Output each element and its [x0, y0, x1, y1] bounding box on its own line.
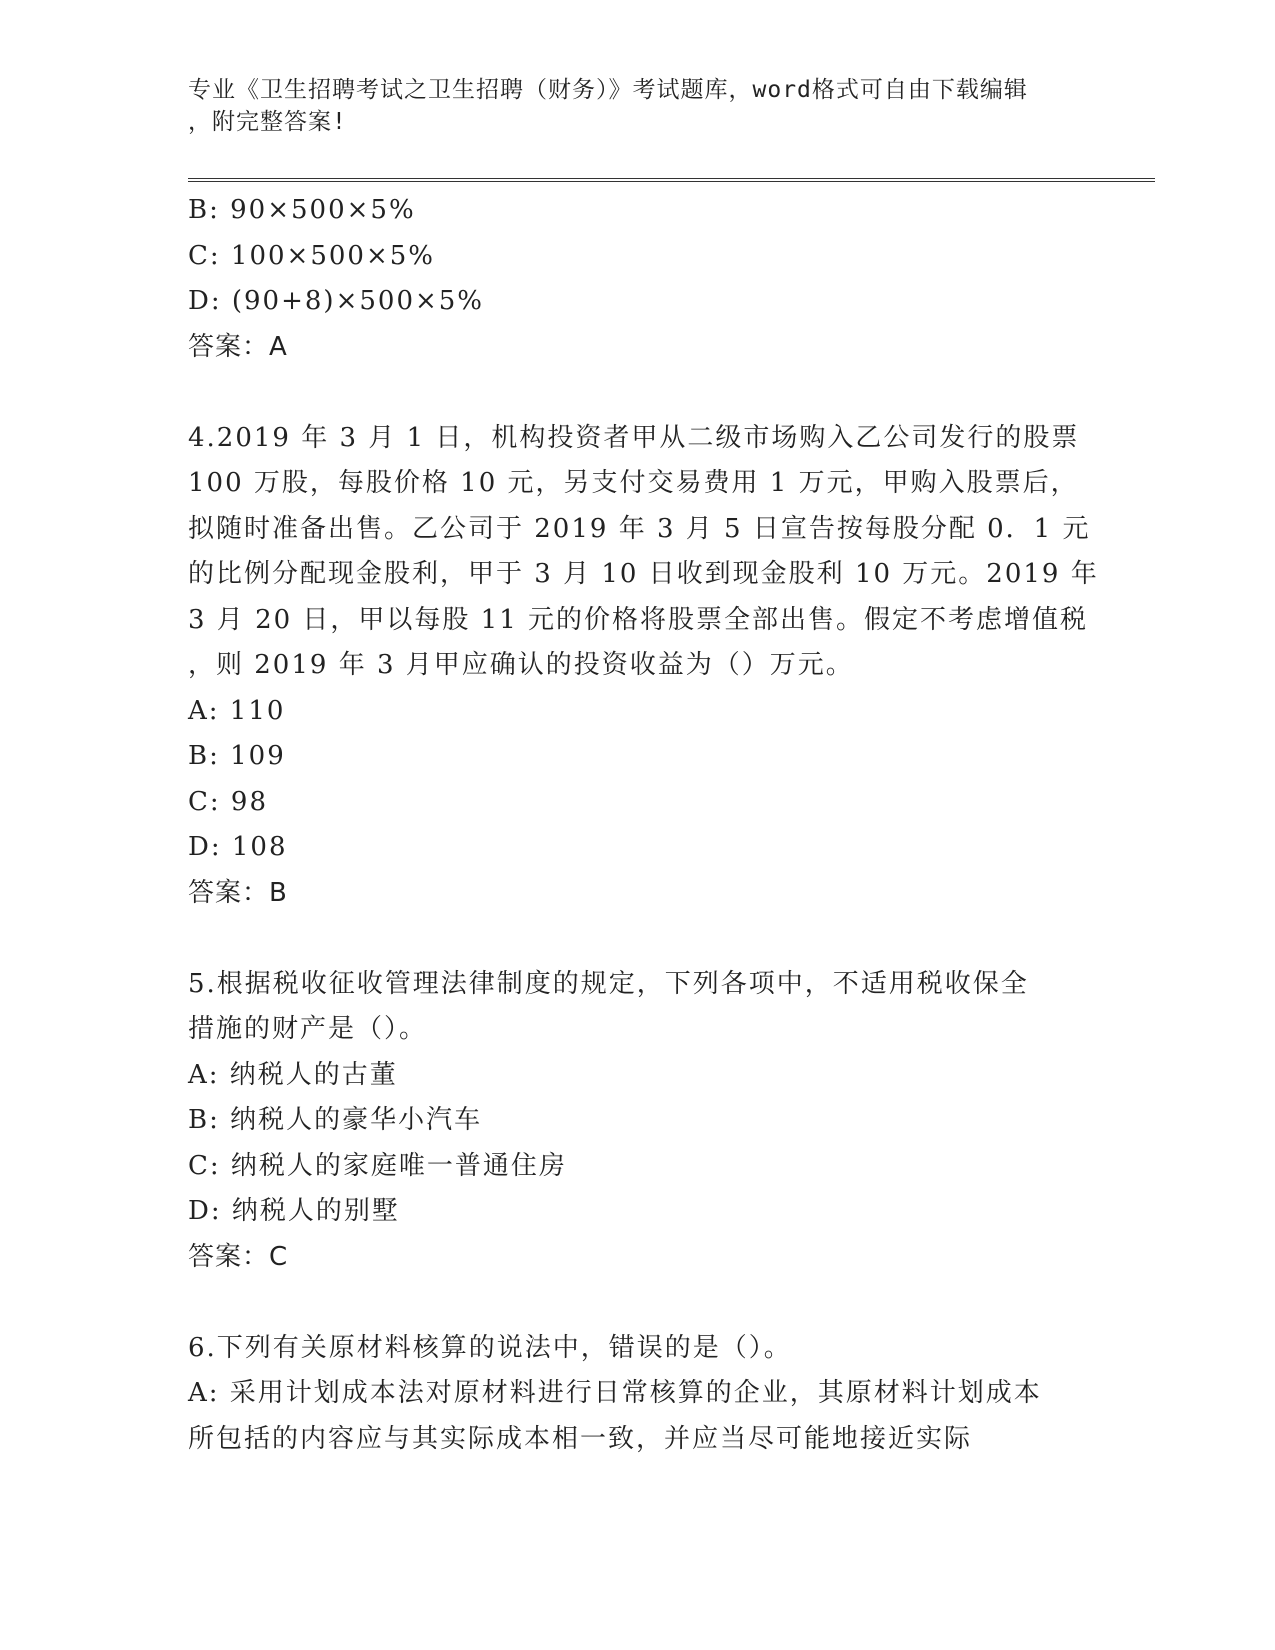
- option-a-line: 所包括的内容应与其实际成本相一致，并应当尽可能地接近实际: [188, 1423, 973, 1454]
- question-stem-line: 措施的财产是（）。: [188, 1014, 428, 1044]
- question-5: [188, 962, 1088, 1281]
- option-b: B: 90×500×5%: [188, 195, 416, 225]
- question-stem-line: 的比例分配现金股利，甲于 3 月 10 日收到现金股利 10 万元。2019 年: [188, 559, 1099, 589]
- option-c: C: 98: [188, 786, 269, 817]
- spacer: [188, 1280, 1088, 1326]
- option-a-line: A: 采用计划成本法对原材料进行日常核算的企业，其原材料计划成本: [188, 1378, 1042, 1408]
- header-divider-bottom: [188, 181, 1155, 182]
- option-a: A: 110: [188, 695, 286, 726]
- question-stem-line: 5.根据税收征收管理法律制度的规定，下列各项中，不适用税收保全: [188, 968, 1029, 999]
- answer: 答案：A: [188, 331, 288, 362]
- option-b: B: 纳税人的豪华小汽车: [188, 1105, 483, 1135]
- question-stem-line: 6.下列有关原材料核算的说法中，错误的是（）。: [188, 1332, 792, 1363]
- option-b: B: 109: [188, 741, 286, 771]
- answer: 答案：B: [188, 877, 288, 908]
- document-body: [188, 188, 1099, 1462]
- header-divider: [188, 178, 1155, 183]
- header-line-1: 专业《卫生招聘考试之卫生招聘（财务）》考试题库，word格式可自由下载编辑: [188, 77, 1028, 103]
- spacer: [188, 370, 1088, 416]
- option-d: D: 108: [188, 832, 288, 862]
- option-c: C: 100×500×5%: [188, 240, 435, 271]
- option-a: A: 纳税人的古董: [188, 1059, 398, 1090]
- option-c: C: 纳税人的家庭唯一普通住房: [188, 1150, 567, 1181]
- header-line-2: ，附完整答案!: [188, 109, 347, 135]
- header-divider-top: [188, 178, 1155, 179]
- answer: 答案：C: [188, 1241, 289, 1272]
- question-stem-line: 100 万股，每股价格 10 元，另支付交易费用 1 万元，甲购入股票后，: [188, 468, 1079, 498]
- question-stem-line: 4.2019 年 3 月 1 日，机构投资者甲从二级市场购入乙公司发行的股票: [188, 422, 1080, 453]
- question-stem-line: 拟随时准备出售。乙公司于 2019 年 3 月 5 日宣告按每股分配 0．1 元: [188, 513, 1091, 544]
- option-d: D: 纳税人的别墅: [188, 1196, 400, 1226]
- question-4: [188, 416, 1099, 917]
- question-6: [188, 1326, 1088, 1463]
- spacer: [188, 916, 1088, 962]
- question-3-tail: [188, 188, 1088, 370]
- question-stem-line: ，则 2019 年 3 月甲应确认的投资收益为（）万元。: [188, 650, 854, 680]
- document-header: [188, 74, 1068, 138]
- option-d: D: (90+8)×500×5%: [188, 286, 485, 316]
- question-stem-line: 3 月 20 日，甲以每股 11 元的价格将股票全部出售。假定不考虑增值税: [188, 604, 1089, 635]
